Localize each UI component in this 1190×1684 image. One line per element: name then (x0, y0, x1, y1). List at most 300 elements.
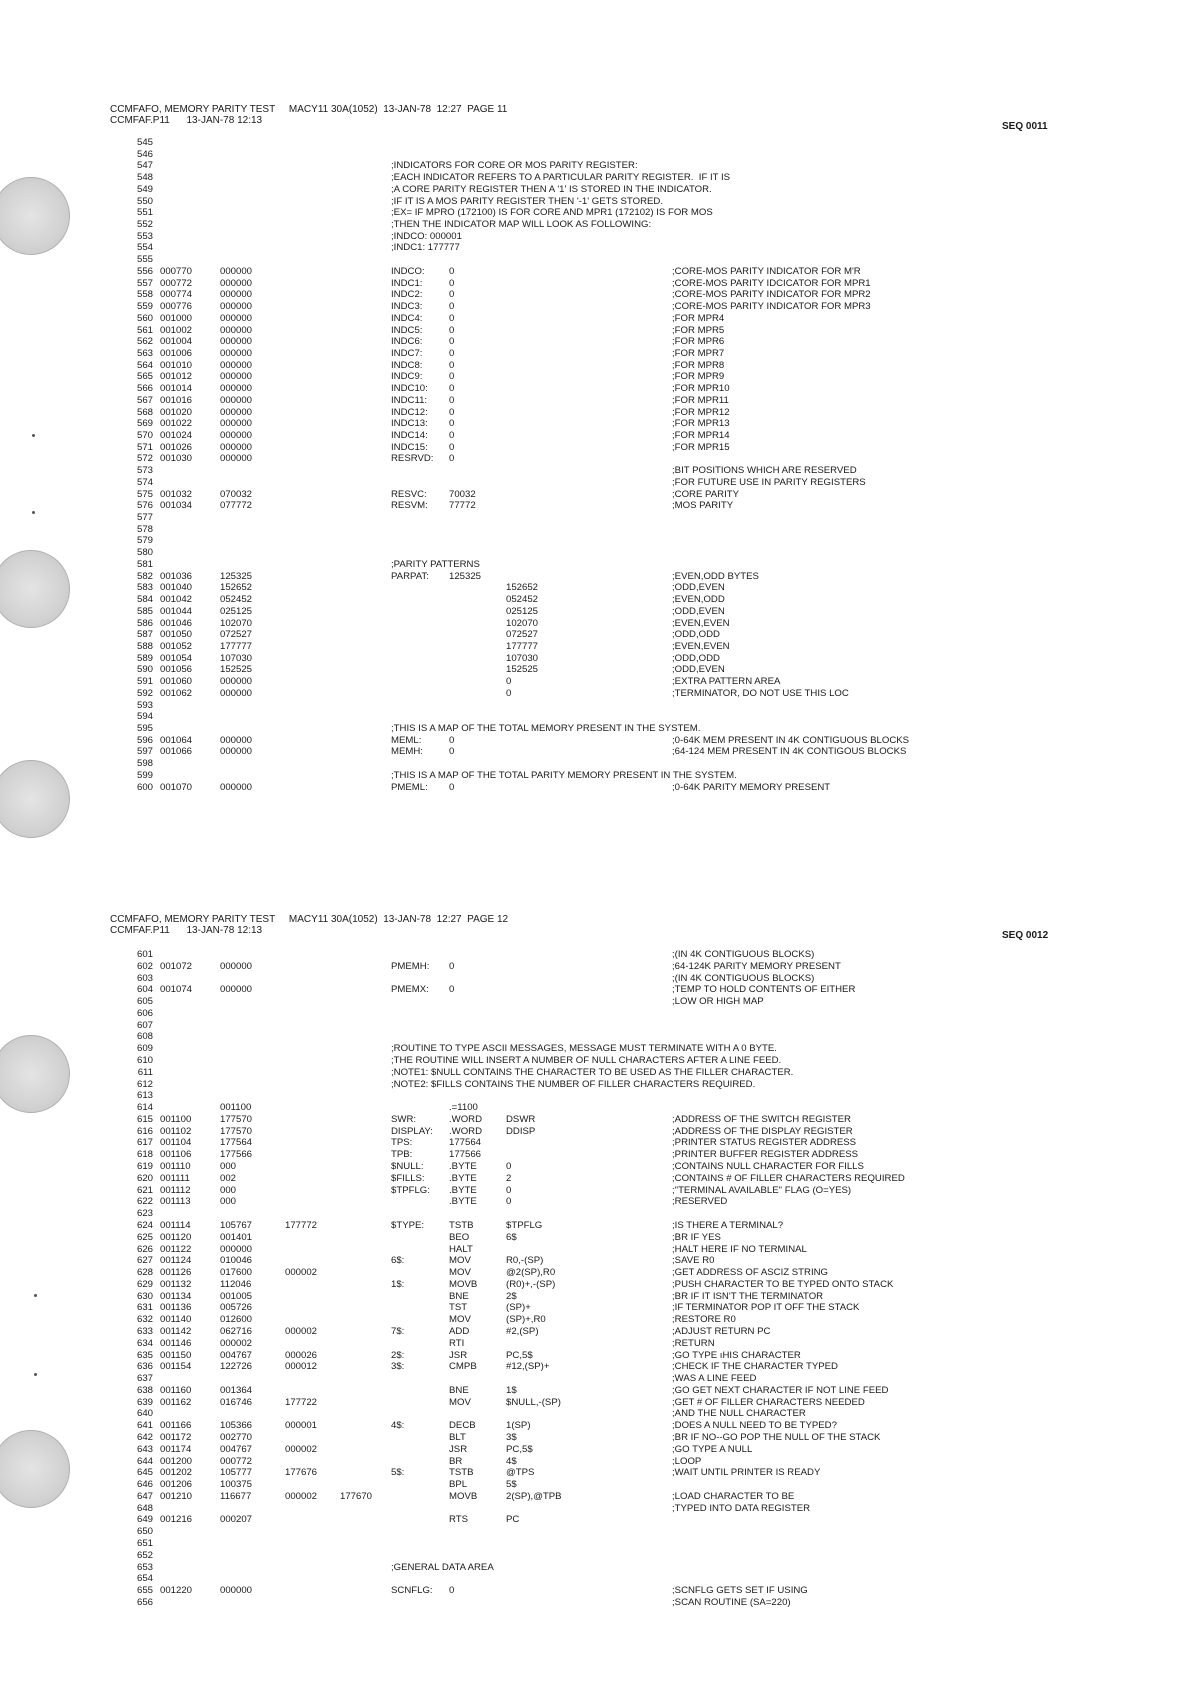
comment: ;FOR MPR8 (672, 359, 725, 371)
comment-block: ;NOTE2: $FILLS CONTAINS THE NUMBER OF FILLER CHARACTERS REQUIRED. (391, 1078, 756, 1090)
line-number: 611 (137, 1066, 153, 1078)
label: MEMH: (391, 746, 423, 758)
listing-line (0, 1514, 1190, 1526)
operand: (R0)+,-(SP) (506, 1278, 556, 1290)
address: 001134 (160, 1290, 192, 1302)
opcode: 177566 (449, 1149, 482, 1161)
word-1: 000000 (220, 359, 253, 371)
word-2: 000001 (285, 1420, 318, 1432)
address: 001154 (160, 1361, 192, 1373)
comment: ;FOR MPR5 (672, 324, 725, 336)
line-number: 552 (136, 219, 153, 231)
listing-line (0, 1185, 1190, 1197)
line-number: 573 (136, 465, 153, 477)
opcode: TSTB (449, 1467, 474, 1479)
line-number: 545 (136, 137, 153, 148)
word-1: 077772 (220, 500, 253, 512)
comment: ;ODD,ODD (672, 629, 720, 641)
operand: (SP)+,R0 (506, 1314, 546, 1326)
opcode: 125325 (449, 570, 482, 582)
line-number: 585 (136, 605, 153, 617)
line-number: 648 (136, 1502, 153, 1514)
word-1: 177566 (220, 1149, 253, 1161)
listing-line (0, 1008, 1190, 1020)
word-1: 000000 (220, 289, 253, 301)
line-number: 610 (136, 1055, 153, 1067)
line-number: 553 (136, 230, 153, 242)
listing-line (0, 1244, 1190, 1256)
line-number: 586 (136, 617, 153, 629)
address: 001210 (160, 1490, 193, 1502)
word-1: 010046 (220, 1255, 253, 1267)
address: 001032 (160, 488, 193, 500)
word-1: 000000 (220, 277, 253, 289)
line-number: 593 (136, 699, 153, 711)
line-number: 646 (136, 1479, 153, 1491)
opcode: MOV (449, 1255, 471, 1267)
line-number: 589 (136, 652, 153, 664)
line-number: 606 (136, 1007, 153, 1019)
address: 001020 (160, 406, 193, 418)
listing-line (0, 1420, 1190, 1432)
listing-line (0, 1326, 1190, 1338)
line-number: 549 (136, 183, 153, 195)
comment: ;CORE-MOS PARITY INDICATOR FOR MPR3 (672, 301, 871, 313)
line-number: 577 (136, 512, 153, 524)
word-1: 012600 (220, 1314, 253, 1326)
opcode: MOVB (449, 1490, 478, 1502)
label: 7$: (391, 1325, 405, 1337)
comment: ;EVEN,EVEN (672, 640, 730, 652)
address: 001040 (160, 582, 193, 594)
opcode: MOVB (449, 1278, 478, 1290)
line-number: 596 (136, 734, 153, 746)
label: TPB: (391, 1149, 413, 1161)
line-number: 634 (136, 1337, 153, 1349)
word-1: 000000 (220, 781, 253, 793)
opcode: .WORD (449, 1125, 483, 1137)
address: 001206 (160, 1479, 193, 1491)
comment-block: ;EX= IF MPRO (172100) IS FOR CORE AND MPR1 (172102) IS FOR MOS (391, 207, 713, 219)
line-number: 604 (136, 984, 153, 996)
word-1: 000000 (220, 336, 253, 348)
listing-line (0, 1397, 1190, 1409)
comment: ;LOW OR HIGH MAP (672, 996, 764, 1008)
comment: ;EVEN,EVEN (672, 617, 730, 629)
listing-line (0, 1503, 1190, 1515)
comment: ;BR IF YES (672, 1231, 721, 1243)
word-1: 062716 (220, 1325, 253, 1337)
operand: PC (506, 1514, 520, 1526)
label: $NULL: (391, 1161, 424, 1173)
address: 001006 (160, 347, 193, 359)
opcode: HALT (449, 1243, 473, 1255)
word-1: 000000 (220, 687, 253, 699)
address: 001004 (160, 336, 193, 348)
line-number: 637 (136, 1373, 153, 1385)
word-1: 000000 (220, 984, 253, 996)
word-1: 000000 (220, 371, 253, 383)
label: PMEML: (391, 781, 428, 793)
comment-block: ;THEN THE INDICATOR MAP WILL LOOK AS FOLLOWING: (391, 219, 652, 231)
word-1: 000000 (220, 453, 253, 465)
listing-line (0, 1597, 1190, 1609)
listing-line (0, 1173, 1190, 1185)
listing-line (0, 1585, 1190, 1597)
listing-line (0, 1102, 1190, 1114)
word-1: 000000 (220, 418, 253, 430)
listing-line (0, 1232, 1190, 1244)
word-1: 000000 (220, 312, 253, 324)
comment-block: ;NOTE1: $NULL CONTAINS THE CHARACTER TO BE USED AS THE FILLER CHARACTER. (391, 1066, 794, 1078)
operand: PC,5$ (506, 1443, 533, 1455)
comment: ;CONTAINS NULL CHARACTER FOR FILLS (672, 1161, 864, 1173)
opcode: BEO (449, 1231, 470, 1243)
comment: ;AND THE NULL CHARACTER (672, 1408, 806, 1420)
address: 001030 (160, 453, 193, 465)
line-number: 546 (136, 148, 153, 160)
operand: 0 (506, 1184, 512, 1196)
line-number: 631 (136, 1302, 153, 1314)
address: 000770 (160, 265, 193, 277)
line-number: 563 (136, 347, 153, 359)
word-2: 177722 (285, 1396, 318, 1408)
word-1: 025125 (220, 605, 253, 617)
listing-line (0, 1491, 1190, 1503)
listing-line (0, 1444, 1190, 1456)
comment: ;FOR MPR12 (672, 406, 730, 418)
listing-line (0, 1432, 1190, 1444)
sequence-number: SEQ 0012 (1002, 930, 1049, 941)
opcode: BR (449, 1455, 463, 1467)
comment-block: ;THIS IS A MAP OF THE TOTAL MEMORY PRESENT IN THE SYSTEM. (391, 723, 701, 734)
comment: ;CORE PARITY (672, 488, 739, 500)
line-number: 595 (136, 723, 153, 734)
listing-line (0, 1031, 1190, 1043)
address: 001124 (160, 1255, 192, 1267)
line-number: 603 (136, 972, 153, 984)
comment: ;DOES A NULL NEED TO BE TYPED? (672, 1420, 837, 1432)
opcode: TSTB (449, 1219, 474, 1231)
comment: ;IS THERE A TERMINAL? (672, 1219, 784, 1231)
listing-line (0, 961, 1190, 973)
comment: ;BIT POSITIONS WHICH ARE RESERVED (672, 465, 857, 477)
line-number: 630 (136, 1290, 153, 1302)
comment: ;ODD,EVEN (672, 605, 725, 617)
label: 2$: (391, 1349, 405, 1361)
sequence-number: SEQ 0011 (1002, 121, 1048, 132)
operand: @TPS (506, 1467, 535, 1479)
address: 001074 (160, 984, 193, 996)
operand: 107030 (506, 652, 539, 664)
address: 001132 (160, 1278, 192, 1290)
line-number: 582 (136, 570, 153, 582)
operand: DDISP (506, 1125, 536, 1137)
line-number: 622 (136, 1196, 153, 1208)
line-number: 625 (136, 1231, 153, 1243)
word-1: 070032 (220, 488, 253, 500)
address: 001142 (160, 1325, 192, 1337)
word-1: 102070 (220, 617, 253, 629)
comment: ;CHECK IF THE CHARACTER TYPED (672, 1361, 838, 1373)
comment: ;TEMP TO HOLD CONTENTS OF EITHER (672, 984, 856, 996)
address: 001044 (160, 605, 193, 617)
line-number: 554 (136, 242, 153, 254)
opcode: ADD (449, 1325, 470, 1337)
opcode: MOV (449, 1314, 471, 1326)
line-number: 643 (136, 1443, 153, 1455)
word-1: 177564 (220, 1137, 253, 1149)
opcode: 0 (449, 347, 455, 359)
operand: 102070 (506, 617, 539, 629)
line-number: 632 (136, 1314, 153, 1326)
comment-block: ;GENERAL DATA AREA (391, 1561, 494, 1573)
line-number: 557 (136, 277, 153, 289)
page-header-line-1: CCMFAFO, MEMORY PARITY TEST MACY11 30A(1052) 13-JAN-78 12:27 PAGE 12 (110, 914, 509, 925)
comment: ;RESERVED (672, 1196, 728, 1208)
listing-line (0, 1291, 1190, 1303)
label: INDC9: (391, 371, 423, 383)
page-header-line-2: CCMFAF.P11 13-JAN-78 12:13 (110, 925, 263, 936)
comment-block: ;A CORE PARITY REGISTER THEN A '1' IS STORED IN THE INDICATOR. (391, 183, 712, 195)
line-number: 647 (136, 1490, 153, 1502)
line-number: 612 (136, 1078, 153, 1090)
operand: $NULL,-(SP) (506, 1396, 561, 1408)
listing-line (0, 1467, 1190, 1479)
opcode: 0 (449, 277, 455, 289)
word-2: 000002 (285, 1267, 318, 1279)
address: 001002 (160, 324, 193, 336)
comment: ;RETURN (672, 1337, 715, 1349)
scan-speck (34, 1294, 37, 1297)
line-number: 571 (136, 441, 153, 453)
line-number: 620 (136, 1172, 153, 1184)
address: 001202 (160, 1467, 193, 1479)
comment: ;CONTAINS # OF FILLER CHARACTERS REQUIRED (672, 1172, 905, 1184)
word-1: 002770 (220, 1431, 253, 1443)
line-number: 555 (136, 254, 153, 266)
line-number: 592 (136, 687, 153, 699)
label: INDC1: (391, 277, 423, 289)
comment-block: ;ROUTINE TO TYPE ASCII MESSAGES, MESSAGE MUST TERMINATE WITH A 0 BYTE. (391, 1043, 777, 1055)
word-1: 177570 (220, 1125, 253, 1137)
listing-line (0, 1020, 1190, 1032)
word-1: 000000 (220, 430, 253, 441)
address: 001110 (160, 1161, 191, 1173)
opcode: MOV (449, 1267, 471, 1279)
word-1: 001100 (220, 1102, 252, 1114)
address: 001150 (160, 1349, 192, 1361)
line-number: 562 (136, 336, 153, 348)
line-number: 602 (136, 960, 153, 972)
listing-line (0, 1126, 1190, 1138)
operand: 0 (506, 1161, 512, 1173)
line-number: 644 (136, 1455, 153, 1467)
label: $TPFLG: (391, 1184, 430, 1196)
line-number: 641 (136, 1420, 153, 1432)
address: 001111 (160, 1172, 190, 1184)
listing-line (0, 1526, 1190, 1538)
word-1: 052452 (220, 594, 253, 606)
word-1: 004767 (220, 1349, 253, 1361)
word-1: 072527 (220, 629, 253, 641)
label: SWR: (391, 1113, 417, 1125)
line-number: 548 (136, 172, 153, 184)
label: INDC6: (391, 336, 423, 348)
opcode: TST (449, 1302, 468, 1314)
address: 001174 (160, 1443, 192, 1455)
line-number: 580 (136, 547, 153, 559)
line-number: 598 (136, 758, 153, 770)
word-1: 000000 (220, 324, 253, 336)
comment: ;FOR MPR14 (672, 430, 730, 441)
word-1: 116677 (220, 1490, 252, 1502)
line-number: 567 (136, 394, 153, 406)
opcode: DECB (449, 1420, 476, 1432)
opcode: 0 (449, 1585, 455, 1597)
address: 001022 (160, 418, 193, 430)
line-number: 572 (136, 453, 153, 465)
word-1: 000207 (220, 1514, 253, 1526)
listing-line (0, 1479, 1190, 1491)
comment: ;HALT HERE IF NO TERMINAL (672, 1243, 807, 1255)
line-number: 627 (136, 1255, 153, 1267)
comment: ;64-124K PARITY MEMORY PRESENT (672, 960, 841, 972)
comment: ;PUSH CHARACTER TO BE TYPED ONTO STACK (672, 1278, 894, 1290)
comment: ;TYPED INTO DATA REGISTER (672, 1502, 811, 1514)
line-number: 615 (136, 1113, 153, 1125)
comment: ;IF TERMINATOR POP IT OFF THE STACK (672, 1302, 860, 1314)
address: 001042 (160, 594, 193, 606)
listing-line (0, 1338, 1190, 1350)
address: 001100 (160, 1113, 192, 1125)
address: 001016 (160, 394, 193, 406)
word-1: 001401 (220, 1231, 253, 1243)
address: 000772 (160, 277, 193, 289)
listing-line (0, 1208, 1190, 1220)
operand: 1$ (506, 1384, 517, 1396)
opcode: 0 (449, 312, 455, 324)
word-2: 000002 (285, 1443, 318, 1455)
opcode: 0 (449, 301, 455, 313)
line-number: 621 (136, 1184, 153, 1196)
address: 001054 (160, 652, 193, 664)
word-2: 177676 (285, 1467, 318, 1479)
label: SCNFLG: (391, 1585, 433, 1597)
word-1: 000000 (220, 1585, 253, 1597)
comment-block: ;INDCO: 000001 (391, 230, 462, 242)
address: 001146 (160, 1337, 192, 1349)
label: $TYPE: (391, 1219, 425, 1231)
address: 001126 (160, 1267, 192, 1279)
comment: ;TERMINATOR, DO NOT USE THIS LOC (672, 687, 849, 699)
comment: ;ODD,EVEN (672, 582, 725, 594)
line-number: 584 (136, 594, 153, 606)
comment-block: ;PARITY PATTERNS (391, 558, 480, 570)
listing-line (0, 1408, 1190, 1420)
comment-block: ;THE ROUTINE WILL INSERT A NUMBER OF NULL CHARACTERS AFTER A LINE FEED. (391, 1055, 782, 1067)
label: INDC12: (391, 406, 428, 418)
operand: 1(SP) (506, 1420, 531, 1432)
line-number: 623 (136, 1208, 153, 1220)
line-number: 574 (136, 476, 153, 488)
address: 001136 (160, 1302, 192, 1314)
address: 001114 (160, 1219, 191, 1231)
comment-block: ;IF IT IS A MOS PARITY REGISTER THEN '-1' GETS STORED. (391, 195, 663, 207)
scan-speck (32, 434, 35, 437)
address: 000776 (160, 301, 193, 313)
listing-line (0, 1373, 1190, 1385)
address: 001072 (160, 960, 193, 972)
label: 3$: (391, 1361, 405, 1373)
operand: 0 (506, 687, 512, 699)
listing-line (0, 1079, 1190, 1091)
address: 001012 (160, 371, 193, 383)
address: 001000 (160, 312, 193, 324)
line-number: 642 (136, 1431, 153, 1443)
comment-block: ;INDC1: 177777 (391, 242, 460, 254)
operand: 5$ (506, 1479, 517, 1491)
address: 001046 (160, 617, 193, 629)
line-number: 561 (136, 324, 153, 336)
operand: 0 (506, 1196, 512, 1208)
word-1: 000002 (220, 1337, 253, 1349)
label: 6$: (391, 1255, 405, 1267)
comment: ;64-124 MEM PRESENT IN 4K CONTIGOUS BLOCKS (672, 746, 907, 758)
line-number: 570 (136, 430, 153, 441)
word-1: 105366 (220, 1420, 253, 1432)
word-1: 000000 (220, 347, 253, 359)
comment: ;SCNFLG GETS SET IF USING (672, 1585, 808, 1597)
line-number: 656 (136, 1596, 153, 1608)
opcode: .BYTE (449, 1196, 477, 1208)
word-1: 000000 (220, 734, 253, 746)
line-number: 653 (136, 1561, 153, 1573)
word-1: 000000 (220, 1243, 253, 1255)
opcode: 0 (449, 406, 455, 418)
word-1: 107030 (220, 652, 253, 664)
operand: 052452 (506, 594, 539, 606)
address: 001200 (160, 1455, 193, 1467)
opcode: .BYTE (449, 1161, 477, 1173)
listing-line (0, 1456, 1190, 1468)
word-1: 125325 (220, 570, 253, 582)
comment: ;(IN 4K CONTIGUOUS BLOCKS) (672, 949, 815, 960)
operand: 152652 (506, 582, 539, 594)
line-number: 608 (136, 1031, 153, 1043)
opcode: 0 (449, 383, 455, 395)
line-number: 558 (136, 289, 153, 301)
opcode: BPL (449, 1479, 468, 1491)
comment: ;GET ADDRESS OF ASCIZ STRING (672, 1267, 829, 1279)
label: MEML: (391, 734, 422, 746)
word-1: 016746 (220, 1396, 253, 1408)
word-1: 177570 (220, 1113, 253, 1125)
comment: ;GET # OF FILLER CHARACTERS NEEDED (672, 1396, 865, 1408)
label: RESRVD: (391, 453, 434, 465)
address: 001162 (160, 1396, 192, 1408)
listing-line (0, 1161, 1190, 1173)
operand: 0 (506, 676, 512, 688)
word-1: 000000 (220, 265, 253, 277)
page-header-line-2: CCMFAF.P11 13-JAN-78 12:13 (110, 115, 263, 126)
line-number: 591 (136, 676, 153, 688)
comment: ;SAVE R0 (672, 1255, 715, 1267)
word-1: 000000 (220, 406, 253, 418)
comment: ;GO GET NEXT CHARACTER IF NOT LINE FEED (672, 1384, 889, 1396)
address: 001062 (160, 687, 193, 699)
label: INDC11: (391, 394, 428, 406)
